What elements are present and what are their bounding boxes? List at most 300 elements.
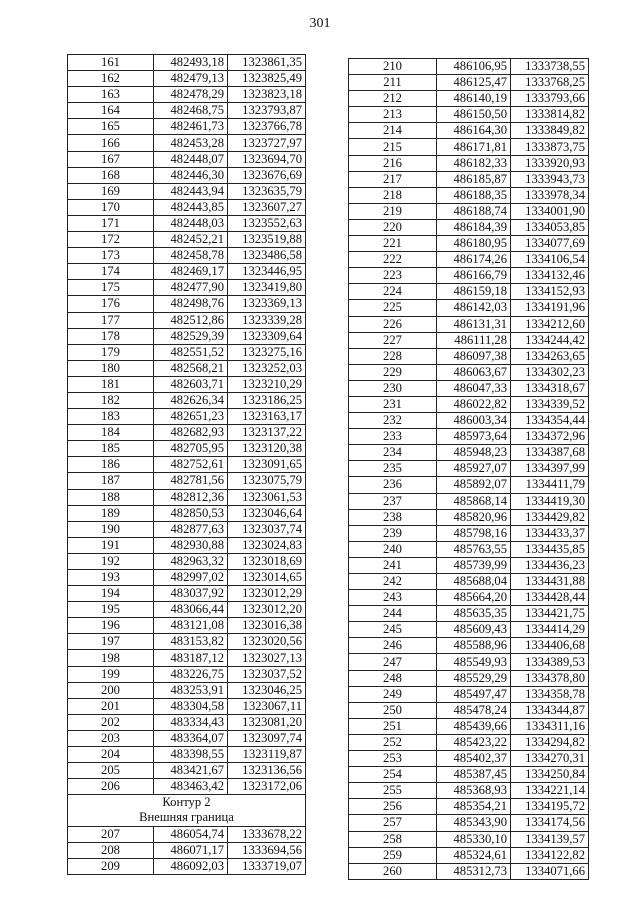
point-number: 259 [349, 847, 437, 863]
coordinate-y: 1323081,20 [228, 714, 306, 730]
point-number: 228 [349, 348, 437, 364]
coordinate-x: 482468,75 [154, 103, 228, 119]
coordinate-y: 1323046,64 [228, 505, 306, 521]
point-number: 164 [68, 103, 154, 119]
coordinate-x: 482498,76 [154, 296, 228, 312]
coordinate-x: 483187,12 [154, 650, 228, 666]
coordinate-y: 1334397,99 [511, 461, 589, 477]
coordinate-y: 1334419,30 [511, 493, 589, 509]
coordinate-x: 485588,96 [437, 638, 511, 654]
point-number: 240 [349, 541, 437, 557]
table-row [349, 429, 589, 445]
coordinate-x: 485868,14 [437, 493, 511, 509]
coordinate-x: 485739,99 [437, 557, 511, 573]
coordinate-y: 1323825,49 [228, 71, 306, 87]
coordinate-x: 482626,34 [154, 392, 228, 408]
point-number: 230 [349, 380, 437, 396]
coordinate-x: 483153,82 [154, 634, 228, 650]
coordinate-y: 1334378,80 [511, 670, 589, 686]
coordinate-x: 482850,53 [154, 505, 228, 521]
coordinate-y: 1323061,53 [228, 489, 306, 505]
coordinate-x: 486184,39 [437, 219, 511, 235]
coordinate-y: 1334372,96 [511, 429, 589, 445]
coordinate-x: 482461,73 [154, 119, 228, 135]
table-row [68, 457, 306, 473]
table-row [349, 670, 589, 686]
coordinate-y: 1323607,27 [228, 199, 306, 215]
coordinate-y: 1334429,82 [511, 509, 589, 525]
coordinate-x: 483334,43 [154, 714, 228, 730]
coordinate-y: 1323186,25 [228, 392, 306, 408]
coordinate-x: 482448,03 [154, 215, 228, 231]
table-row [68, 87, 306, 103]
point-number: 189 [68, 505, 154, 521]
coordinate-y: 1334263,65 [511, 348, 589, 364]
coordinate-x: 486166,79 [437, 268, 511, 284]
table-row [349, 477, 589, 493]
point-number: 198 [68, 650, 154, 666]
coordinate-x: 482448,07 [154, 151, 228, 167]
coordinate-y: 1323793,87 [228, 103, 306, 119]
point-number: 222 [349, 252, 437, 268]
coordinate-y: 1323097,74 [228, 730, 306, 746]
point-number: 255 [349, 783, 437, 799]
table-row [349, 815, 589, 831]
point-number: 220 [349, 219, 437, 235]
table-row [68, 570, 306, 586]
coordinate-x: 482997,02 [154, 570, 228, 586]
table-row [349, 364, 589, 380]
coordinate-y: 1334132,46 [511, 268, 589, 284]
coordinate-x: 486092,03 [154, 858, 228, 874]
point-number: 254 [349, 767, 437, 783]
coordinate-x: 482877,63 [154, 521, 228, 537]
point-number: 194 [68, 586, 154, 602]
point-number: 166 [68, 135, 154, 151]
point-number: 244 [349, 606, 437, 622]
coordinate-y: 1323163,17 [228, 409, 306, 425]
coordinate-x: 482963,32 [154, 553, 228, 569]
coordinate-y: 1334339,52 [511, 396, 589, 412]
point-number: 237 [349, 493, 437, 509]
table-row [349, 316, 589, 332]
coordinate-y: 1323519,88 [228, 232, 306, 248]
coordinate-y: 1334344,87 [511, 702, 589, 718]
coordinate-x: 485330,10 [437, 831, 511, 847]
point-number: 181 [68, 376, 154, 392]
coordinate-x: 483037,92 [154, 586, 228, 602]
table-row [68, 409, 306, 425]
table-row [68, 763, 306, 779]
table-row [68, 215, 306, 231]
table-row [349, 91, 589, 107]
coordinate-y: 1333768,25 [511, 75, 589, 91]
table-row [68, 730, 306, 746]
table-row [349, 445, 589, 461]
table-row [68, 328, 306, 344]
coordinate-x: 485892,07 [437, 477, 511, 493]
point-number: 239 [349, 525, 437, 541]
coordinate-y: 1323067,11 [228, 698, 306, 714]
coordinate-y: 1323136,56 [228, 763, 306, 779]
coordinate-y: 1323552,63 [228, 215, 306, 231]
coordinate-x: 482458,78 [154, 248, 228, 264]
table-row [68, 858, 306, 874]
table-row [68, 360, 306, 376]
coordinate-x: 482651,23 [154, 409, 228, 425]
table-row [349, 332, 589, 348]
table-row [68, 826, 306, 842]
coordinate-x: 482478,29 [154, 87, 228, 103]
point-number: 171 [68, 215, 154, 231]
coordinate-x: 482443,85 [154, 199, 228, 215]
coordinate-x: 486188,74 [437, 203, 511, 219]
coordinate-y: 1334195,72 [511, 799, 589, 815]
point-number: 184 [68, 425, 154, 441]
coordinate-y: 1323075,79 [228, 473, 306, 489]
coordinate-x: 482529,39 [154, 328, 228, 344]
coordinate-x: 485948,23 [437, 445, 511, 461]
table-row [68, 842, 306, 858]
coordinate-x: 486142,03 [437, 300, 511, 316]
coordinate-x: 485387,45 [437, 767, 511, 783]
coordinate-x: 485312,73 [437, 863, 511, 879]
table-row [68, 505, 306, 521]
coordinate-y: 1323012,20 [228, 602, 306, 618]
coordinate-y: 1333814,82 [511, 107, 589, 123]
table-row [349, 187, 589, 203]
point-number: 161 [68, 55, 154, 71]
coordinate-y: 1333719,07 [228, 858, 306, 874]
section-title: Контур 2 [68, 795, 306, 811]
table-row [68, 103, 306, 119]
table-row [349, 75, 589, 91]
table-row [349, 396, 589, 412]
coordinate-y: 1323635,79 [228, 183, 306, 199]
point-number: 224 [349, 284, 437, 300]
coordinate-x: 486003,34 [437, 413, 511, 429]
coordinate-y: 1323091,65 [228, 457, 306, 473]
coordinate-y: 1323210,29 [228, 376, 306, 392]
coordinate-x: 482452,21 [154, 232, 228, 248]
point-number: 256 [349, 799, 437, 815]
point-number: 225 [349, 300, 437, 316]
point-number: 186 [68, 457, 154, 473]
coordinate-x: 483421,67 [154, 763, 228, 779]
section-row [68, 810, 306, 826]
point-number: 217 [349, 171, 437, 187]
coordinate-y: 1334174,56 [511, 815, 589, 831]
coordinate-x: 486047,33 [437, 380, 511, 396]
point-number: 242 [349, 574, 437, 590]
coordinate-x: 482443,94 [154, 183, 228, 199]
coordinate-x: 482493,18 [154, 55, 228, 71]
point-number: 238 [349, 509, 437, 525]
coordinate-y: 1323419,80 [228, 280, 306, 296]
table-row [349, 348, 589, 364]
coordinate-x: 486182,33 [437, 155, 511, 171]
point-number: 231 [349, 396, 437, 412]
point-number: 210 [349, 59, 437, 75]
table-row [68, 666, 306, 682]
coordinate-y: 1334431,88 [511, 574, 589, 590]
coordinate-x: 486180,95 [437, 236, 511, 252]
coordinate-y: 1333943,73 [511, 171, 589, 187]
table-row [68, 312, 306, 328]
coordinate-x: 482930,88 [154, 537, 228, 553]
coordinate-x: 482512,86 [154, 312, 228, 328]
table-row [349, 702, 589, 718]
table-row [68, 151, 306, 167]
point-number: 201 [68, 698, 154, 714]
table-row [349, 107, 589, 123]
coordinate-y: 1334406,68 [511, 638, 589, 654]
table-row [349, 751, 589, 767]
coordinate-y: 1323119,87 [228, 747, 306, 763]
coordinate-y: 1334411,79 [511, 477, 589, 493]
coordinate-x: 486054,74 [154, 826, 228, 842]
coordinate-x: 486106,95 [437, 59, 511, 75]
point-number: 211 [349, 75, 437, 91]
coordinate-y: 1334071,66 [511, 863, 589, 879]
table-row [68, 232, 306, 248]
coordinate-y: 1323676,69 [228, 167, 306, 183]
table-row [68, 489, 306, 505]
coordinate-x: 486171,81 [437, 139, 511, 155]
table-row [349, 268, 589, 284]
point-number: 250 [349, 702, 437, 718]
table-row [349, 236, 589, 252]
point-number: 245 [349, 622, 437, 638]
coordinate-y: 1334152,93 [511, 284, 589, 300]
coordinate-y: 1323766,78 [228, 119, 306, 135]
coordinate-x: 482477,90 [154, 280, 228, 296]
table-row [68, 553, 306, 569]
point-number: 163 [68, 87, 154, 103]
coordinate-y: 1323309,64 [228, 328, 306, 344]
coordinate-y: 1323020,56 [228, 634, 306, 650]
point-number: 177 [68, 312, 154, 328]
coordinate-x: 485609,43 [437, 622, 511, 638]
coordinate-x: 485973,64 [437, 429, 511, 445]
coordinate-x: 485688,04 [437, 574, 511, 590]
table-row [68, 682, 306, 698]
point-number: 175 [68, 280, 154, 296]
point-number: 251 [349, 718, 437, 734]
point-number: 200 [68, 682, 154, 698]
coordinates-table-left [67, 54, 306, 875]
point-number: 173 [68, 248, 154, 264]
table-row [68, 296, 306, 312]
coordinate-y: 1323018,69 [228, 553, 306, 569]
point-number: 247 [349, 654, 437, 670]
coordinate-x: 486140,19 [437, 91, 511, 107]
table-row [68, 280, 306, 296]
table-row [349, 831, 589, 847]
table-row [349, 622, 589, 638]
coordinate-y: 1323137,22 [228, 425, 306, 441]
coordinate-x: 486063,67 [437, 364, 511, 380]
point-number: 192 [68, 553, 154, 569]
coordinate-y: 1323046,25 [228, 682, 306, 698]
table-row [349, 783, 589, 799]
coordinate-y: 1334053,85 [511, 219, 589, 235]
coordinate-x: 483121,08 [154, 618, 228, 634]
coordinate-y: 1323823,18 [228, 87, 306, 103]
coordinate-x: 482446,30 [154, 167, 228, 183]
coordinate-y: 1334212,60 [511, 316, 589, 332]
coordinate-x: 486022,82 [437, 396, 511, 412]
coordinate-x: 486125,47 [437, 75, 511, 91]
table-row [68, 586, 306, 602]
point-number: 209 [68, 858, 154, 874]
coordinate-y: 1333678,22 [228, 826, 306, 842]
point-number: 212 [349, 91, 437, 107]
coordinate-x: 485402,37 [437, 751, 511, 767]
point-number: 232 [349, 413, 437, 429]
point-number: 213 [349, 107, 437, 123]
coordinate-y: 1334294,82 [511, 734, 589, 750]
point-number: 246 [349, 638, 437, 654]
coordinate-x: 486097,38 [437, 348, 511, 364]
coordinate-y: 1333920,93 [511, 155, 589, 171]
point-number: 182 [68, 392, 154, 408]
coordinate-y: 1334302,23 [511, 364, 589, 380]
point-number: 248 [349, 670, 437, 686]
coordinate-x: 482469,17 [154, 264, 228, 280]
coordinate-x: 485368,93 [437, 783, 511, 799]
coordinate-y: 1323012,29 [228, 586, 306, 602]
coordinate-x: 482551,52 [154, 344, 228, 360]
coordinate-y: 1333849,82 [511, 123, 589, 139]
coordinate-x: 485423,22 [437, 734, 511, 750]
table-row [349, 380, 589, 396]
point-number: 218 [349, 187, 437, 203]
coordinate-x: 482812,36 [154, 489, 228, 505]
coordinate-y: 1323446,95 [228, 264, 306, 280]
table-row [349, 413, 589, 429]
coordinate-x: 482453,28 [154, 135, 228, 151]
coordinate-y: 1323861,35 [228, 55, 306, 71]
coordinate-x: 485439,66 [437, 718, 511, 734]
point-number: 176 [68, 296, 154, 312]
table-row [68, 392, 306, 408]
coordinate-x: 486164,30 [437, 123, 511, 139]
table-row [68, 521, 306, 537]
coordinate-x: 483253,91 [154, 682, 228, 698]
coordinate-y: 1334389,53 [511, 654, 589, 670]
coordinate-y: 1323016,38 [228, 618, 306, 634]
coordinate-y: 1323369,13 [228, 296, 306, 312]
table-row [68, 376, 306, 392]
table-row [68, 425, 306, 441]
coordinate-y: 1323037,74 [228, 521, 306, 537]
coordinate-y: 1333738,55 [511, 59, 589, 75]
point-number: 258 [349, 831, 437, 847]
table-row [349, 638, 589, 654]
coordinate-y: 1333694,56 [228, 842, 306, 858]
point-number: 214 [349, 123, 437, 139]
coordinate-x: 482752,61 [154, 457, 228, 473]
point-number: 185 [68, 441, 154, 457]
table-row [349, 847, 589, 863]
coordinate-y: 1334311,16 [511, 718, 589, 734]
point-number: 219 [349, 203, 437, 219]
coordinate-x: 485635,35 [437, 606, 511, 622]
point-number: 249 [349, 686, 437, 702]
table-row [68, 441, 306, 457]
coordinate-x: 485664,20 [437, 590, 511, 606]
coordinate-y: 1334191,96 [511, 300, 589, 316]
point-number: 193 [68, 570, 154, 586]
table-row [68, 714, 306, 730]
coordinate-x: 485343,90 [437, 815, 511, 831]
point-number: 229 [349, 364, 437, 380]
point-number: 174 [68, 264, 154, 280]
coordinate-y: 1334001,90 [511, 203, 589, 219]
coordinate-y: 1334221,14 [511, 783, 589, 799]
table-row [68, 183, 306, 199]
point-number: 215 [349, 139, 437, 155]
coordinate-y: 1333978,34 [511, 187, 589, 203]
table-row [349, 123, 589, 139]
point-number: 204 [68, 747, 154, 763]
coordinate-y: 1323339,28 [228, 312, 306, 328]
point-number: 216 [349, 155, 437, 171]
coordinate-x: 486150,50 [437, 107, 511, 123]
table-row [349, 863, 589, 879]
coordinate-y: 1334435,85 [511, 541, 589, 557]
table-row [349, 606, 589, 622]
coordinate-x: 482603,71 [154, 376, 228, 392]
point-number: 223 [349, 268, 437, 284]
coordinate-y: 1333873,75 [511, 139, 589, 155]
coordinate-x: 483364,07 [154, 730, 228, 746]
table-row [68, 747, 306, 763]
point-number: 207 [68, 826, 154, 842]
point-number: 179 [68, 344, 154, 360]
table-row [349, 525, 589, 541]
coordinate-x: 486174,26 [437, 252, 511, 268]
point-number: 169 [68, 183, 154, 199]
point-number: 260 [349, 863, 437, 879]
coordinate-x: 482479,13 [154, 71, 228, 87]
coordinate-y: 1334436,23 [511, 557, 589, 573]
coordinate-x: 486185,87 [437, 171, 511, 187]
coordinate-x: 485354,21 [437, 799, 511, 815]
table-row [349, 493, 589, 509]
table-row [68, 119, 306, 135]
point-number: 195 [68, 602, 154, 618]
coordinate-x: 483463,42 [154, 779, 228, 795]
table-row [349, 799, 589, 815]
point-number: 172 [68, 232, 154, 248]
point-number: 199 [68, 666, 154, 682]
table-row [68, 71, 306, 87]
point-number: 221 [349, 236, 437, 252]
coordinate-y: 1323037,52 [228, 666, 306, 682]
table-row [68, 634, 306, 650]
table-row [349, 767, 589, 783]
table-row [349, 139, 589, 155]
coordinate-x: 485549,93 [437, 654, 511, 670]
table-row [349, 541, 589, 557]
table-row [349, 203, 589, 219]
point-number: 178 [68, 328, 154, 344]
table-row [349, 557, 589, 573]
table-row [68, 650, 306, 666]
table-row [68, 473, 306, 489]
